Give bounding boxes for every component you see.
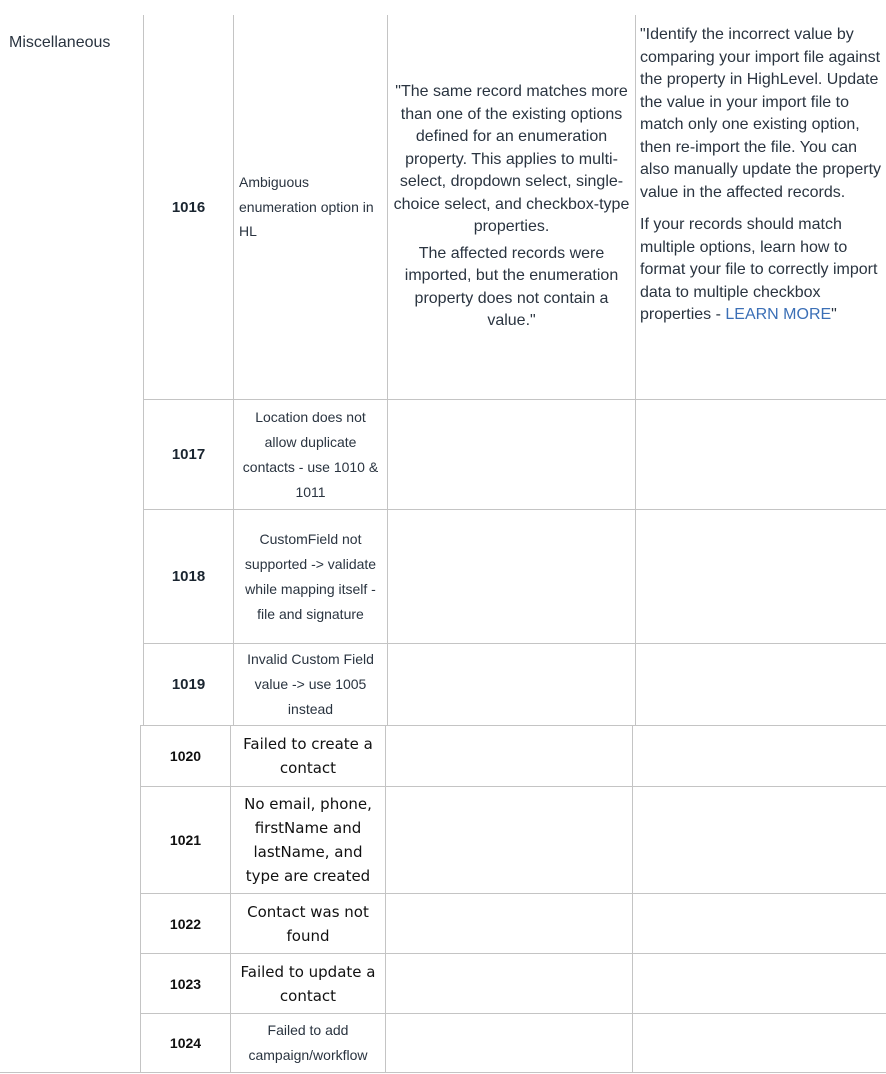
description-text: "The same record matches more than one of the existing options defined for an enumeration property. This applies to multi-select, dropdown select, single-choice select, and checkbox-type properties. [393, 83, 630, 236]
resolution-text: " [831, 306, 837, 323]
category-label: Miscellaneous [9, 34, 111, 51]
error-issue: No email, phone, firstName and lastName, and type are created [244, 795, 372, 885]
error-code: 1018 [171, 568, 206, 585]
error-issue: Location does not allow duplicate contacts - use 1010 & 1011 [242, 408, 379, 500]
error-code: 1021 [169, 832, 202, 848]
description-text: The affected records were imported, but the enumeration property does not contain a value." [404, 244, 619, 330]
error-code: 1020 [169, 748, 202, 764]
error-issue: CustomField not supported -> validate while mapping itself - file and signature [244, 530, 377, 622]
learn-more-link[interactable]: LEARN MORE [725, 306, 832, 323]
resolution-text-2 [640, 214, 884, 327]
error-issue: Failed to create a contact [243, 735, 373, 777]
grid-line [0, 1072, 886, 1073]
grid-line [385, 725, 386, 1073]
error-code: 1022 [169, 915, 202, 932]
error-description [388, 15, 635, 399]
error-code: 1019 [171, 676, 206, 693]
error-code: 1017 [171, 446, 206, 463]
error-issue: Contact was not found [247, 902, 369, 945]
error-issue: Ambiguous enumeration option in HL [239, 174, 374, 240]
error-code: 1016 [171, 198, 206, 216]
error-code: 1024 [169, 1035, 202, 1051]
resolution-text: If your records should match multiple options, learn how to format your file to correctly import data to multiple checkbox properties - [640, 216, 878, 323]
error-code: 1023 [169, 975, 202, 992]
error-issue: Failed to add campaign/workflow [248, 1022, 368, 1063]
grid-line [632, 725, 633, 1073]
error-issue: Failed to update a contact [240, 962, 376, 1005]
resolution-text: "Identify the incorrect value by comparing your import file against the property in HighLevel. Update the value in your import file to match only one existing option, then re-import the file. You can also manually update the property value in the affected records. [640, 26, 882, 201]
error-issue: Invalid Custom Field value -> use 1005 instead [247, 651, 374, 717]
error-resolution [636, 15, 886, 399]
